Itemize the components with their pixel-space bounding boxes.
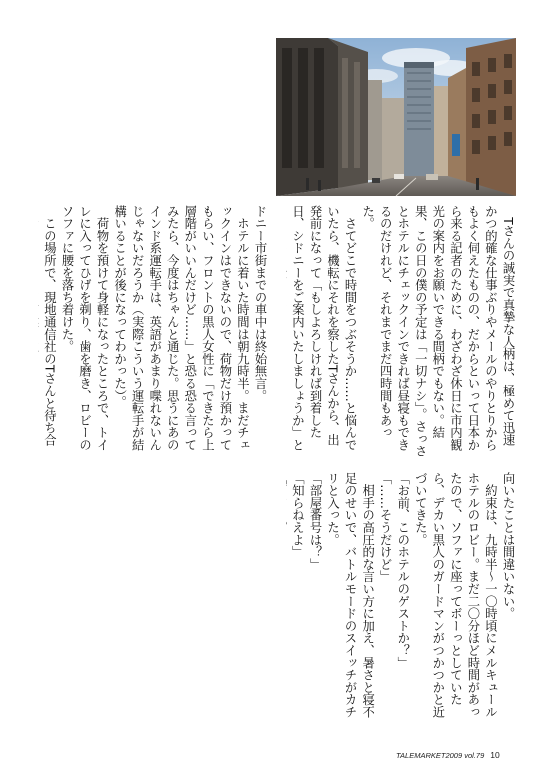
text-column-lower-right: 向いたことは間違いない。 約束は、九時半～一〇時頃にメルキュールホテルのロビー。まだ二〇分ほど時間があったので、ソファに座ってボーっとしていたら、デカい黒人のガードマンがつかつかと近づいてきた。 「お前、このホテルのゲストか？」 「……そうだけど」 相手の高圧的な言い方に加え、暑さと寝不足のせいで、バトルモードのスイッチがカチリと入った。 「部屋番号は？」 「知らねえよ」 [290,472,515,718]
text-column-upper-right: Tさんの誠実で真摯な人柄は、極めて迅速かつ的確な仕事ぶりやメールのやりとりからもよく伺えたものの、だからといって日本から来る記者のために、わざわざ休日に市内観光の案内をお願いできる間柄でもない。結果、この日の僕の予定は「一切ナシ」。さっさとホテルにチェックインできれば昼寝もできるのだけれど、それまでまだ四時間もあった。 さてどこで時間をつぶそうか……と悩んでいたら、機転にそれを察したTさんから、出発前になって「もしよろしければ到着した日、シドニーをご案内いたしましょうか」と [290,205,515,458]
page-number: 10 [490,750,500,760]
magazine-issue: TALEMARKET2009 vol.79 [396,750,485,760]
text-column-upper-left: ドニー市街までの車中は終始無言。 ホテルに着いた時間は朝九時半。まだチェックインはできないので、荷物だけ預かってもらい、フロントの黒人女性に「できたら上層階がいいんだけど……」と恐る恐る言ってみたら、今度はちゃんと通じた。思うにあのインド系運転手は、英語があまり喋れないんじゃないだろうか（実際こういう運転手が結構いることが後になってわかった）。 荷物を預けて身軽になったところで、トイレに入ってひげを剃り、歯を磨き、ロビーのソファに腰を落ち着けた。 この場所で、現地通信社のTさんと待ち合 [42,205,267,451]
page-footer [396,748,500,762]
street-photo [276,38,516,196]
